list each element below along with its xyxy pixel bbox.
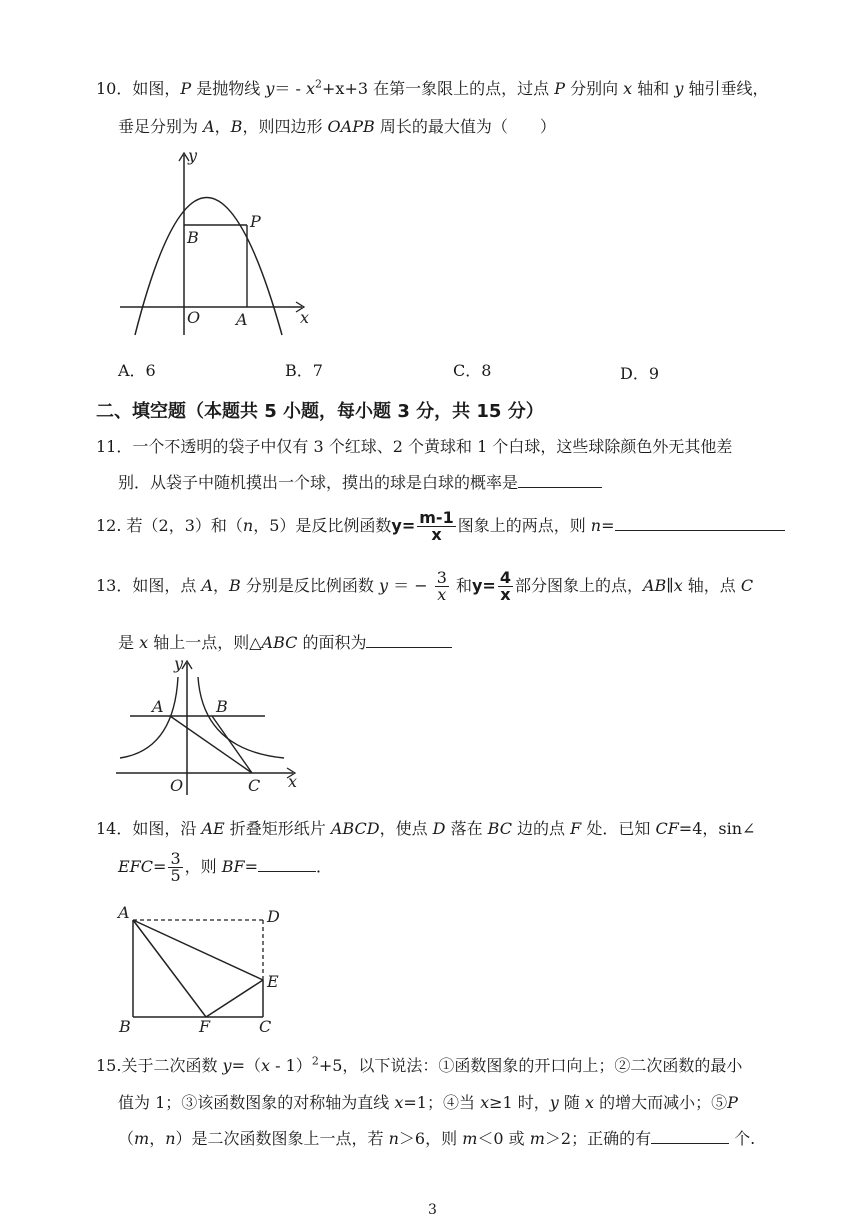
label-O: O	[170, 776, 184, 795]
hyperbola-right-branch	[198, 677, 284, 758]
q11-line2: 别．从袋子中随机摸出一个球，摸出的球是白球的概率是	[118, 472, 602, 494]
label-y: y	[188, 146, 198, 165]
label-B: B	[216, 697, 228, 716]
q10-line1: 10．如图，P 是抛物线 $y= - x^2+x+3$ 在第一象限上的点，过点 P 分别向 x 轴和 y 轴引垂线，	[96, 77, 769, 98]
label-O: O	[187, 308, 201, 327]
label-y: y	[174, 655, 184, 673]
label-C: C	[248, 776, 261, 795]
label-D: D	[267, 907, 280, 926]
q10-parabola-figure	[110, 145, 325, 345]
q13-line1: 13．如图，点 A，B 分别是反比例函数 y ＝ − $\frac{3}{x}$ 和y= $\frac{4}{x}$ 部分图象上的点，AB∥x 轴，点 C	[96, 568, 754, 604]
q14-line1: 14．如图，沿 AE 折叠矩形纸片 ABCD，使点 D 落在 BC 边的点 F 处．已知 CF=4，sin∠	[96, 819, 756, 838]
q10-option-d[interactable]: D．9	[620, 364, 660, 383]
q10-line2: 垂足分别为 A，B，则四边形 OAPB 周长的最大值为（ ）	[118, 117, 556, 136]
label-x: x	[288, 772, 298, 791]
hyperbola-left-branch	[120, 677, 178, 758]
q10-option-b[interactable]: B．7	[285, 361, 323, 380]
page-number: 3	[428, 1202, 437, 1218]
label-C: C	[259, 1017, 272, 1036]
fold-line-AE	[133, 920, 263, 980]
q11-line1: 11．一个不透明的袋子中仅有 3 个红球、2 个黄球和 1 个白球，这些球除颜色外无其他差	[96, 437, 733, 456]
label-B: B	[187, 228, 199, 247]
q14-line2: EFC= $\frac{3}{5}$ ，则 BF= ．	[118, 849, 332, 885]
q12-line: 12. 若（2，3）和（n，5）是反比例函数y= $\frac{m-1}{x}$ 图象上的两点，则 n=	[96, 510, 785, 543]
q13-hyperbola-figure	[108, 655, 308, 800]
q13-line2: 是 x 轴上一点，则△ABC 的面积为	[118, 632, 452, 654]
q11-answer-blank[interactable]	[518, 473, 602, 488]
label-A: A	[236, 310, 248, 329]
label-A: A	[118, 903, 130, 922]
segment-AC	[170, 716, 252, 773]
segment-AF	[133, 920, 206, 1017]
label-x: x	[300, 308, 310, 327]
label-B: B	[119, 1017, 131, 1036]
label-P: P	[250, 212, 261, 231]
q12-answer-blank[interactable]	[615, 516, 785, 531]
q13-answer-blank[interactable]	[366, 633, 452, 648]
segment-BC	[212, 716, 252, 773]
q10-option-a[interactable]: A．6	[118, 361, 156, 380]
q14-fraction: $\frac{3}{5}$	[170, 849, 181, 885]
segment-FE	[206, 980, 263, 1017]
q10-option-c[interactable]: C．8	[453, 361, 492, 380]
label-F: F	[199, 1017, 211, 1036]
q14-rectangle-figure	[112, 898, 292, 1043]
q13-fraction-4x: $\frac{4}{x}$	[499, 568, 511, 604]
q15-answer-blank[interactable]	[651, 1129, 729, 1144]
section-2-heading: 二、填空题（本题共 5 小题，每小题 3 分，共 15 分）	[96, 401, 544, 422]
q12-fraction: $\frac{m-1}{x}$	[419, 508, 454, 544]
label-A: A	[152, 697, 164, 716]
q15-line1: 15.关于二次函数 y=（x - 1）$^2$+5，以下说法：①函数图象的开口向上；②二次函数的最小	[96, 1054, 743, 1075]
q15-line2: 值为 1；③该函数图象的对称轴为直线 x=1；④当 x≥1 时，y 随 x 的增大而减小；⑤P	[118, 1093, 738, 1112]
q13-fraction-neg3x: $\frac{3}{x}$	[436, 568, 447, 604]
q15-line3: （m，n）是二次函数图象上一点，若 n＞6，则 m＜0 或 m＞2；正确的有 个.	[118, 1129, 756, 1148]
label-E: E	[267, 972, 279, 991]
q14-answer-blank[interactable]	[258, 857, 316, 872]
